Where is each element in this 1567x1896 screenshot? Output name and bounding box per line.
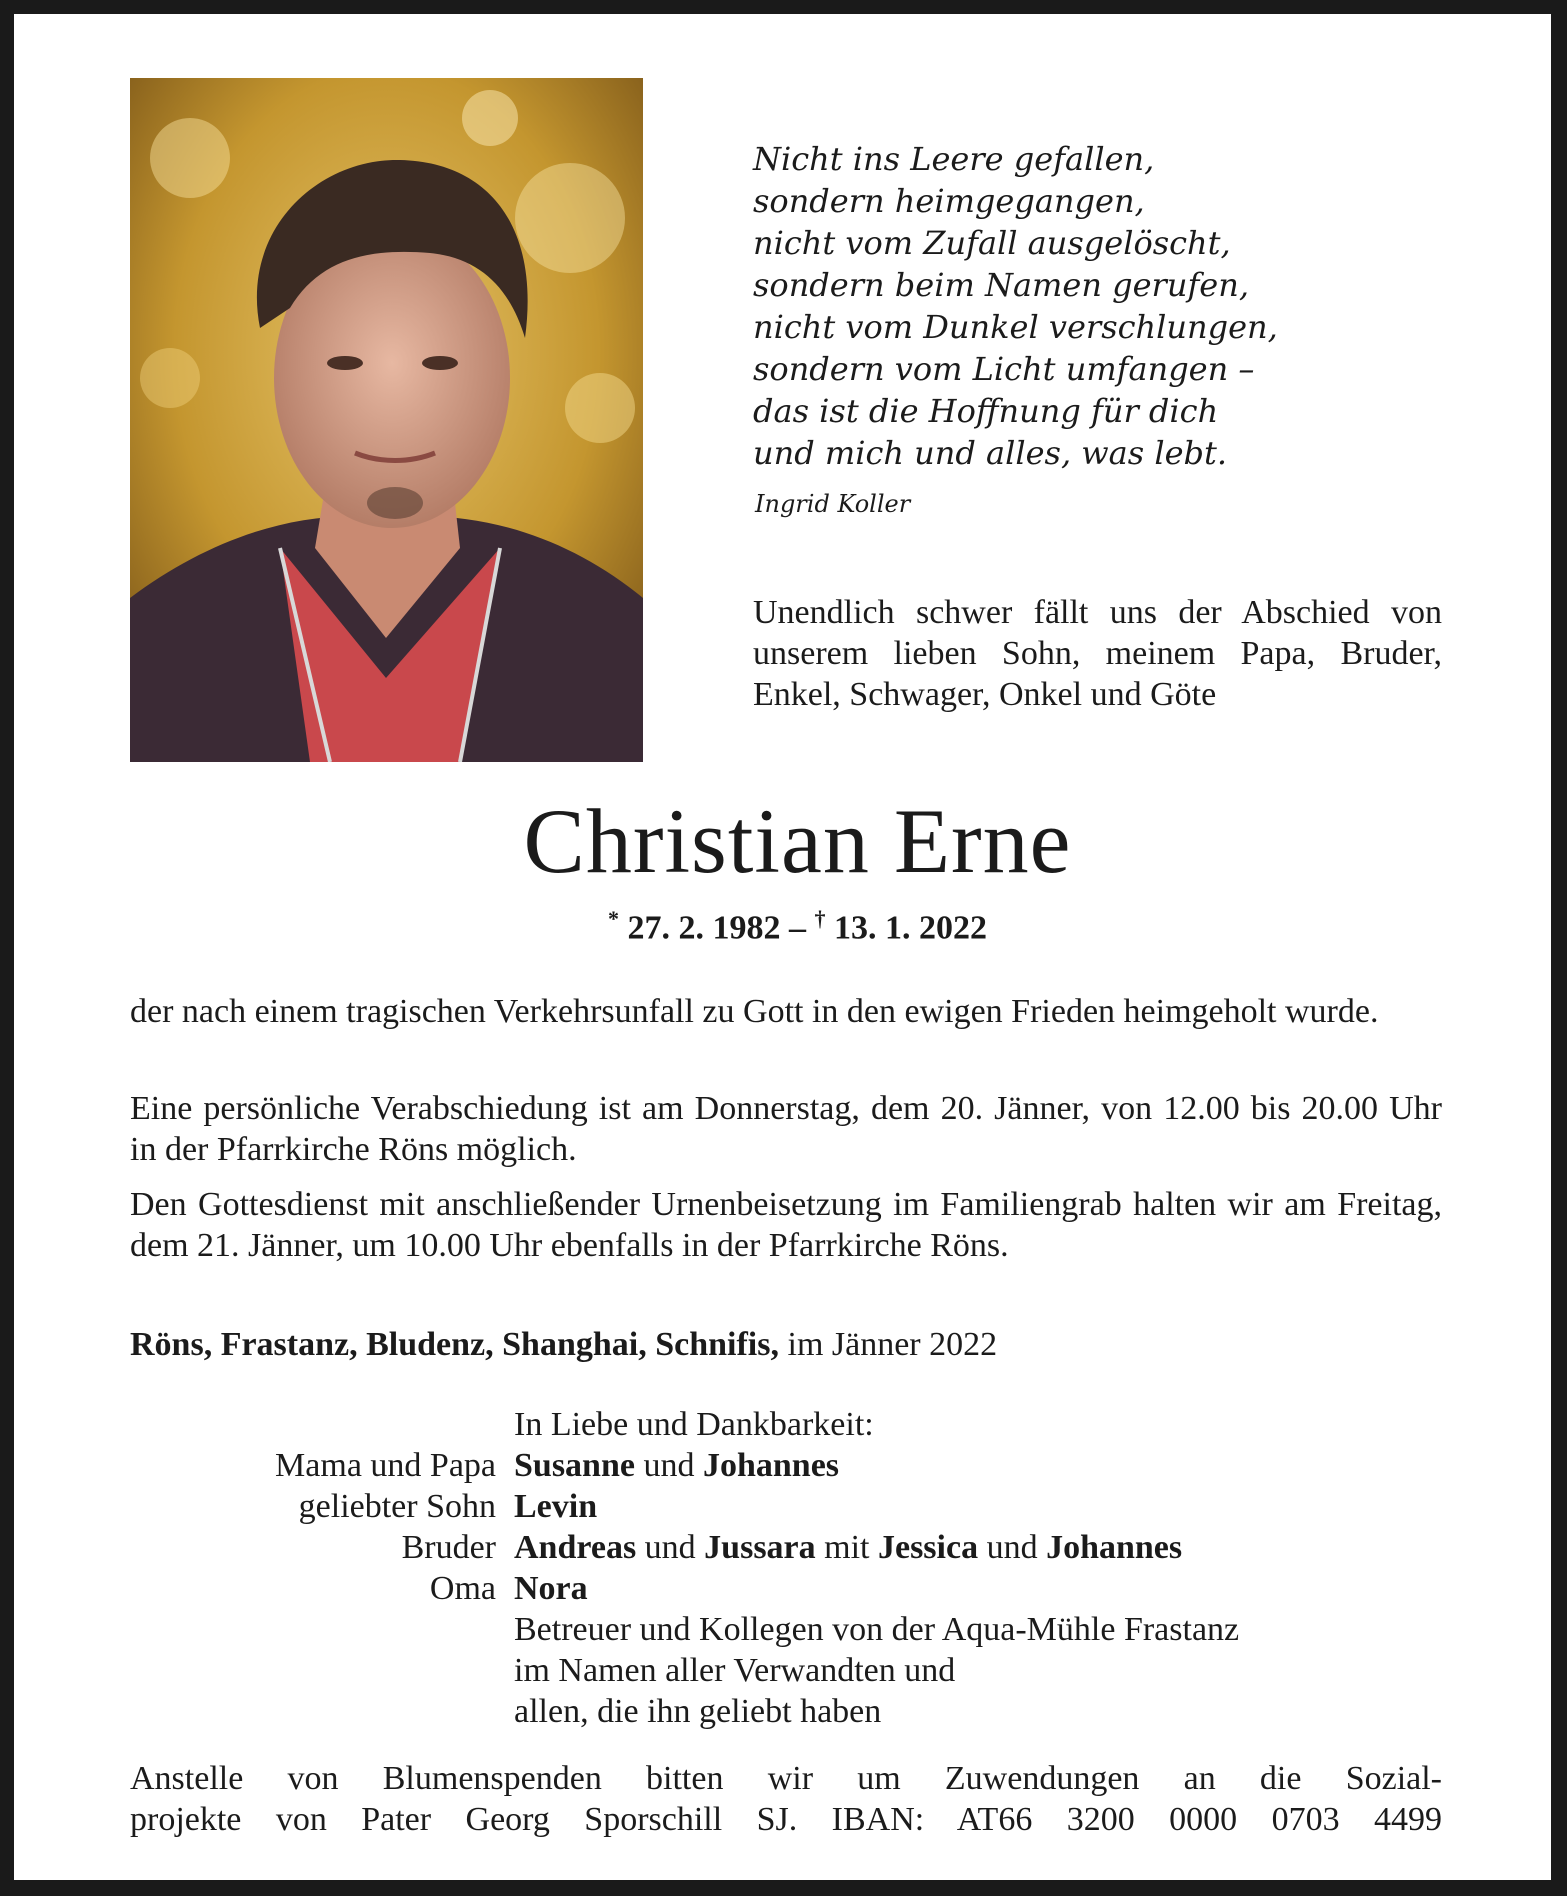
family-names: [514, 1486, 597, 1527]
paragraph-farewell: Eine persönliche Verabschiedung ist am Donnerstag, dem 20. Jänner, von 12.00 bis 20.00 Uhr in der Pfarrkirche Röns möglich.: [130, 1090, 1442, 1168]
family-names: [514, 1568, 588, 1609]
places-month: im Jänner 2022: [787, 1326, 998, 1363]
family-conj: und: [644, 1529, 696, 1566]
poem-line: und mich und alles, was lebt.: [753, 434, 1228, 472]
family-name: Andreas: [514, 1529, 637, 1566]
poem-line: nicht vom Dunkel verschlungen,: [753, 308, 1278, 346]
birth-date: 27. 2. 1982: [627, 909, 781, 947]
poem-line: Nicht ins Leere gefallen,: [753, 140, 1155, 178]
paragraph-service: Den Gottesdienst mit anschließender Urnenbeisetzung im Familiengrab halten wir am Freitag, dem 21. Jänner, um 10.00 Uhr ebenfalls in der Pfarrkirche Röns.: [130, 1186, 1442, 1264]
birth-symbol: *: [608, 906, 619, 931]
poem-author: Ingrid Koller: [755, 490, 911, 518]
places-date: [130, 1324, 997, 1365]
donation-note: [130, 1758, 1442, 1840]
places-names: Röns, Frastanz, Bludenz, Shanghai, Schnifis,: [130, 1326, 779, 1363]
obituary-page: [14, 14, 1551, 1880]
donation-iban-line: projekte von Pater Georg Sporschill SJ. IBAN: AT66 3200 0000 0703 4499: [130, 1801, 1442, 1838]
family-names: [514, 1527, 1182, 1568]
family-extra-line: Betreuer und Kollegen von der Aqua-Mühle Frastanz: [514, 1611, 1240, 1648]
death-symbol: †: [814, 906, 826, 931]
poem-line: das ist die Hoffnung für dich: [753, 392, 1219, 430]
family-name: Nora: [514, 1570, 588, 1607]
poem-line: sondern vom Licht umfangen –: [753, 350, 1255, 388]
family-row: [14, 1568, 1551, 1609]
poem: [753, 138, 1473, 474]
poem-line: sondern heimgegangen,: [753, 182, 1145, 220]
family-row: [14, 1527, 1551, 1568]
poem-line: sondern beim Namen gerufen,: [753, 266, 1249, 304]
family-conj: und: [643, 1447, 695, 1484]
portrait-photo: [130, 78, 643, 762]
family-name: Johannes: [702, 1447, 840, 1484]
family-names: [514, 1445, 839, 1486]
family-label: geliebter Sohn: [298, 1488, 496, 1525]
family-name: Jessica: [877, 1529, 979, 1566]
poem-line: nicht vom Zufall ausgelöscht,: [753, 224, 1231, 262]
family-extra-line: allen, die ihn geliebt haben: [514, 1693, 882, 1730]
family-row: [14, 1445, 1551, 1486]
family-label: Bruder: [401, 1529, 496, 1566]
family-name: Levin: [514, 1488, 598, 1525]
family-conj: mit: [824, 1529, 870, 1566]
family-conj: und: [986, 1529, 1038, 1566]
portrait-image: [130, 78, 643, 762]
family-name: Jussara: [704, 1529, 816, 1566]
family-label: Mama und Papa: [275, 1447, 496, 1484]
paragraph-death: der nach einem tragischen Verkehrsunfall zu Gott in den ewigen Frieden heimgeholt wurde.: [130, 993, 1379, 1030]
intro-text: Unendlich schwer fällt uns der Abschied von unserem lieben Sohn, meinem Papa, Bruder, Enkel, Schwager, Onkel und Göte: [753, 594, 1442, 713]
deceased-name: Christian Erne: [523, 790, 1072, 892]
family-heading: In Liebe und Dankbarkeit:: [514, 1406, 874, 1443]
family-extra-line: im Namen aller Verwandten und: [514, 1652, 956, 1689]
date-separator: –: [789, 909, 806, 947]
life-dates: [14, 906, 1551, 947]
family-row: [14, 1486, 1551, 1527]
death-date: 13. 1. 2022: [834, 909, 987, 947]
family-name: Johannes: [1046, 1529, 1183, 1566]
family-name: Susanne: [514, 1447, 635, 1484]
donation-line: Anstelle von Blumenspenden bitten wir um Zuwendungen an die Sozial-: [130, 1760, 1442, 1797]
family-label: Oma: [429, 1570, 496, 1607]
